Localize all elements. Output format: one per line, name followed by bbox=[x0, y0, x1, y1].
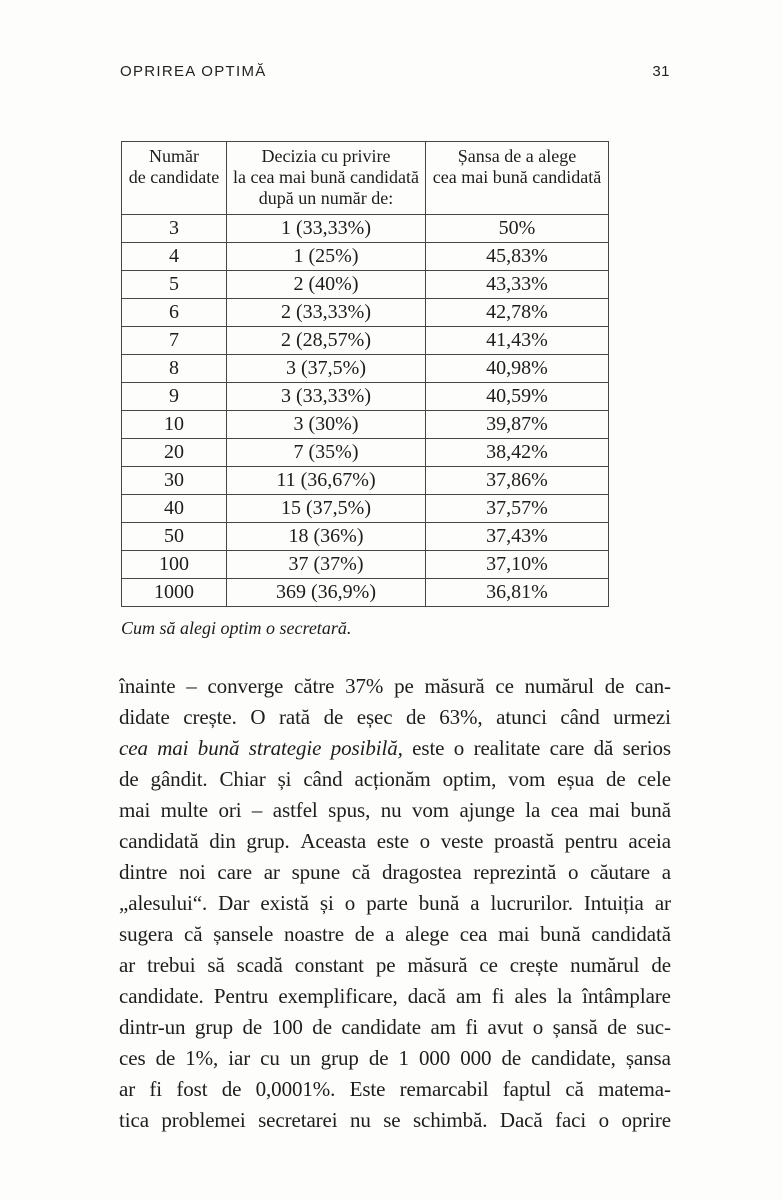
body-word: secretarei bbox=[258, 1108, 338, 1132]
body-text-line bbox=[119, 798, 671, 829]
cell-decision: 2 (33,33%) bbox=[227, 299, 426, 327]
table-row bbox=[122, 523, 609, 551]
body-word: bună bbox=[630, 798, 671, 822]
body-word: candidate bbox=[341, 1015, 421, 1039]
body-word: să bbox=[207, 953, 225, 977]
body-word: Pentru bbox=[213, 984, 269, 1008]
body-word: ce bbox=[479, 953, 498, 977]
cell-number-of-candidates: 40 bbox=[122, 495, 227, 523]
cell-chance: 40,59% bbox=[426, 383, 609, 411]
body-word: de bbox=[221, 1077, 242, 1101]
body-word: fi bbox=[491, 984, 505, 1008]
body-word: schimbă. bbox=[412, 1108, 488, 1132]
body-text-line bbox=[119, 1015, 671, 1046]
cell-number-of-candidates: 1000 bbox=[122, 579, 227, 607]
body-word: crește. bbox=[183, 705, 237, 729]
body-word: de bbox=[605, 767, 626, 791]
body-word: nu bbox=[380, 798, 402, 822]
body-word: iar bbox=[228, 1046, 251, 1070]
body-word: veste bbox=[440, 829, 484, 853]
body-word: se bbox=[383, 1108, 401, 1132]
body-word: converge bbox=[207, 674, 284, 698]
body-word: constant bbox=[294, 953, 364, 977]
cell-decision: 3 (37,5%) bbox=[227, 355, 426, 383]
body-word: grup bbox=[194, 1015, 234, 1039]
body-word: optim, bbox=[442, 767, 497, 791]
body-word: Intuiția bbox=[583, 891, 644, 915]
body-word: o bbox=[419, 829, 431, 853]
body-word: remarcabil bbox=[399, 1077, 489, 1101]
body-word: de bbox=[406, 705, 426, 729]
body-word: 63%, bbox=[439, 705, 483, 729]
body-word: este bbox=[412, 736, 445, 760]
body-word: grup bbox=[320, 1046, 359, 1070]
body-word: cu bbox=[260, 1046, 280, 1070]
body-word: grup. bbox=[246, 829, 290, 853]
body-word: ar bbox=[263, 860, 280, 884]
body-word: exemplificare, bbox=[278, 984, 398, 1008]
body-word: la bbox=[525, 798, 541, 822]
body-word: aceia bbox=[628, 829, 671, 853]
cell-number-of-candidates: 30 bbox=[122, 467, 227, 495]
body-word: șansa bbox=[625, 1046, 671, 1070]
body-text-line bbox=[119, 922, 671, 953]
column-header-line: Număr bbox=[149, 146, 199, 166]
body-word: de bbox=[368, 1046, 389, 1070]
body-word: și bbox=[319, 891, 334, 915]
body-word: dă bbox=[593, 736, 614, 760]
body-word: realitate bbox=[473, 736, 541, 760]
body-word: 000 bbox=[460, 1046, 492, 1070]
body-word: candidată bbox=[591, 922, 671, 946]
body-word: ar bbox=[654, 891, 671, 915]
column-header-chance bbox=[426, 142, 609, 215]
body-word: 1%, bbox=[185, 1046, 219, 1070]
table-row bbox=[122, 271, 609, 299]
body-text-line bbox=[119, 984, 671, 1015]
body-word: numărul bbox=[570, 953, 640, 977]
cell-decision: 11 (36,67%) bbox=[227, 467, 426, 495]
table-row bbox=[122, 439, 609, 467]
body-word: numărul bbox=[524, 674, 594, 698]
secretary-table bbox=[121, 141, 609, 607]
body-word: că bbox=[351, 860, 371, 884]
body-word: care bbox=[549, 736, 585, 760]
body-word: că bbox=[565, 1077, 584, 1101]
body-text-line bbox=[119, 860, 671, 891]
body-word: candidate, bbox=[531, 1046, 616, 1070]
body-word: din bbox=[209, 829, 236, 853]
body-word: – bbox=[186, 674, 197, 698]
body-word: fost bbox=[176, 1077, 208, 1101]
body-word: Dacă bbox=[499, 1108, 543, 1132]
body-word: de bbox=[607, 1015, 627, 1039]
body-word: de bbox=[604, 674, 625, 698]
body-word: ce bbox=[495, 674, 514, 698]
body-word: gândit. bbox=[150, 767, 208, 791]
table-row bbox=[122, 411, 609, 439]
cell-decision: 2 (40%) bbox=[227, 271, 426, 299]
body-word: șansă bbox=[552, 1015, 598, 1039]
body-word: eșec bbox=[356, 705, 393, 729]
body-word: tica bbox=[119, 1108, 149, 1132]
body-word: suc- bbox=[636, 1015, 671, 1039]
column-header-line: Decizia cu privire bbox=[261, 146, 391, 166]
body-word: can- bbox=[635, 674, 671, 698]
body-word: reprezintă bbox=[473, 860, 557, 884]
body-word-italic: mai bbox=[157, 736, 189, 760]
body-word: urmezi bbox=[613, 705, 671, 729]
cell-decision: 18 (36%) bbox=[227, 523, 426, 551]
body-word: noastre bbox=[283, 922, 344, 946]
cell-chance: 36,81% bbox=[426, 579, 609, 607]
body-word: pentru bbox=[564, 829, 618, 853]
cell-number-of-candidates: 10 bbox=[122, 411, 227, 439]
body-word: șansele bbox=[213, 922, 274, 946]
body-word-italic: cea bbox=[119, 736, 148, 760]
cell-number-of-candidates: 50 bbox=[122, 523, 227, 551]
body-word: oprire bbox=[621, 1108, 671, 1132]
body-word: care bbox=[217, 860, 252, 884]
body-text-line bbox=[119, 1077, 671, 1108]
body-word: crește bbox=[509, 953, 559, 977]
body-word: este bbox=[376, 829, 409, 853]
body-word: mai bbox=[498, 922, 530, 946]
body-word: de bbox=[312, 1015, 332, 1039]
body-word: problemei bbox=[161, 1108, 246, 1132]
column-header-line: Șansa de a alege bbox=[457, 146, 577, 166]
body-word: cele bbox=[637, 767, 671, 791]
body-word: dintr-un bbox=[119, 1015, 186, 1039]
body-word: 100 bbox=[271, 1015, 303, 1039]
body-word: proastă bbox=[494, 829, 554, 853]
body-word: de bbox=[242, 1015, 263, 1039]
body-word: sugera bbox=[119, 922, 174, 946]
cell-number-of-candidates: 8 bbox=[122, 355, 227, 383]
column-header-line: la cea mai bună candidată bbox=[233, 167, 419, 187]
body-word: Este bbox=[349, 1077, 386, 1101]
body-word: candidate. bbox=[119, 984, 204, 1008]
body-word: 0,0001%. bbox=[255, 1077, 336, 1101]
body-word: întâmplare bbox=[582, 984, 671, 1008]
body-word: de bbox=[651, 953, 671, 977]
body-word: 37% bbox=[345, 674, 384, 698]
cell-decision: 3 (30%) bbox=[227, 411, 426, 439]
body-word: candidată bbox=[119, 829, 199, 853]
page-header bbox=[120, 63, 670, 80]
table-row bbox=[122, 551, 609, 579]
body-word: o bbox=[598, 1108, 609, 1132]
cell-chance: 43,33% bbox=[426, 271, 609, 299]
body-word: matema- bbox=[598, 1077, 671, 1101]
body-word: către bbox=[294, 674, 335, 698]
page-number: 31 bbox=[652, 63, 670, 80]
body-word: trebui bbox=[147, 953, 196, 977]
body-word: avut bbox=[487, 1015, 524, 1039]
cell-number-of-candidates: 6 bbox=[122, 299, 227, 327]
body-word: cea bbox=[550, 798, 579, 822]
body-word-italic: strategie bbox=[248, 736, 322, 760]
body-word: pe bbox=[394, 674, 414, 698]
table-row bbox=[122, 579, 609, 607]
column-header-line: de candidate bbox=[128, 167, 220, 187]
body-word: bună bbox=[540, 922, 581, 946]
body-word: când bbox=[303, 767, 343, 791]
table-body bbox=[122, 215, 609, 607]
cell-decision: 37 (37%) bbox=[227, 551, 426, 579]
body-word: – bbox=[251, 798, 263, 822]
body-word-italic: bună bbox=[197, 736, 240, 760]
body-word: fi bbox=[149, 1077, 163, 1101]
cell-chance: 50% bbox=[426, 215, 609, 243]
body-word: cea bbox=[459, 922, 488, 946]
cell-decision: 7 (35%) bbox=[227, 439, 426, 467]
table-row bbox=[122, 299, 609, 327]
body-word: de bbox=[323, 705, 344, 729]
body-word: fi bbox=[465, 1015, 479, 1039]
body-word: scadă bbox=[236, 953, 283, 977]
body-word: ajunge bbox=[459, 798, 515, 822]
body-word: de bbox=[354, 922, 375, 946]
body-word: dragostea bbox=[381, 860, 462, 884]
body-word: am bbox=[456, 984, 482, 1008]
body-text-line bbox=[119, 736, 671, 767]
body-word: de bbox=[119, 767, 139, 791]
body-word: vom bbox=[411, 798, 449, 822]
body-word: de bbox=[155, 1046, 176, 1070]
body-word: măsură bbox=[424, 674, 485, 698]
column-header-number-of-candidates bbox=[122, 142, 227, 215]
body-word: la bbox=[556, 984, 572, 1008]
cell-number-of-candidates: 7 bbox=[122, 327, 227, 355]
body-word: am bbox=[430, 1015, 456, 1039]
body-word: căutare bbox=[590, 860, 651, 884]
body-word: înainte bbox=[119, 674, 176, 698]
body-word: că bbox=[184, 922, 203, 946]
cell-decision: 1 (25%) bbox=[227, 243, 426, 271]
body-word: de bbox=[501, 1046, 522, 1070]
table-row bbox=[122, 355, 609, 383]
body-word: a bbox=[470, 891, 480, 915]
body-text-line bbox=[119, 953, 671, 984]
column-header-decision bbox=[227, 142, 426, 215]
body-word: o bbox=[532, 1015, 544, 1039]
body-word: spune bbox=[291, 860, 341, 884]
table-caption: Cum să alegi optim o secretară. bbox=[121, 618, 352, 638]
column-header-line: cea mai bună candidată bbox=[432, 167, 602, 187]
body-word: a bbox=[385, 922, 395, 946]
body-word: astfel bbox=[272, 798, 318, 822]
body-word: parte bbox=[366, 891, 408, 915]
cell-chance: 37,57% bbox=[426, 495, 609, 523]
body-word: faci bbox=[555, 1108, 587, 1132]
body-word: o bbox=[344, 891, 356, 915]
body-word: „alesului“. bbox=[119, 891, 208, 915]
cell-chance: 41,43% bbox=[426, 327, 609, 355]
cell-chance: 38,42% bbox=[426, 439, 609, 467]
body-text-line bbox=[119, 767, 671, 798]
table-row bbox=[122, 383, 609, 411]
body-word: Chiar bbox=[219, 767, 266, 791]
body-text-line bbox=[119, 1046, 671, 1077]
table-row bbox=[122, 327, 609, 355]
body-word: un bbox=[289, 1046, 311, 1070]
table-row bbox=[122, 467, 609, 495]
body-word: vom bbox=[508, 767, 546, 791]
cell-chance: 37,86% bbox=[426, 467, 609, 495]
cell-chance: 42,78% bbox=[426, 299, 609, 327]
body-word: dintre bbox=[119, 860, 168, 884]
body-word: eșua bbox=[557, 767, 595, 791]
body-word: mai bbox=[119, 798, 151, 822]
cell-decision: 3 (33,33%) bbox=[227, 383, 426, 411]
body-word: o bbox=[453, 736, 465, 760]
body-word: rată bbox=[278, 705, 311, 729]
body-word: și bbox=[277, 767, 292, 791]
cell-number-of-candidates: 3 bbox=[122, 215, 227, 243]
body-word: atunci bbox=[496, 705, 547, 729]
body-text bbox=[119, 674, 671, 1139]
table-header-row bbox=[122, 142, 609, 215]
body-word: măsură bbox=[407, 953, 468, 977]
body-word: lucrurilor. bbox=[490, 891, 573, 915]
cell-chance: 37,10% bbox=[426, 551, 609, 579]
body-word: pe bbox=[375, 953, 396, 977]
cell-chance: 40,98% bbox=[426, 355, 609, 383]
body-word: didate bbox=[119, 705, 170, 729]
cell-number-of-candidates: 5 bbox=[122, 271, 227, 299]
body-word: ar bbox=[119, 1077, 136, 1101]
body-word: ces bbox=[119, 1046, 146, 1070]
body-word: spus, bbox=[328, 798, 371, 822]
body-word-italic: posibilă, bbox=[330, 736, 403, 760]
body-word: există bbox=[260, 891, 309, 915]
running-header-title: OPRIREA OPTIMĂ bbox=[120, 63, 267, 80]
table-row bbox=[122, 495, 609, 523]
cell-chance: 45,83% bbox=[426, 243, 609, 271]
body-text-line bbox=[119, 829, 671, 860]
body-word: nu bbox=[349, 1108, 371, 1132]
body-word: multe bbox=[160, 798, 208, 822]
body-word: noi bbox=[179, 860, 206, 884]
cell-number-of-candidates: 100 bbox=[122, 551, 227, 579]
column-header-line: după un număr de: bbox=[258, 188, 394, 208]
cell-chance: 37,43% bbox=[426, 523, 609, 551]
body-word: a bbox=[661, 860, 671, 884]
cell-decision: 1 (33,33%) bbox=[227, 215, 426, 243]
cell-decision: 15 (37,5%) bbox=[227, 495, 426, 523]
body-word: dacă bbox=[407, 984, 446, 1008]
cell-chance: 39,87% bbox=[426, 411, 609, 439]
body-word: acționăm bbox=[354, 767, 431, 791]
body-word: o bbox=[567, 860, 579, 884]
body-word: mai bbox=[588, 798, 621, 822]
cell-number-of-candidates: 20 bbox=[122, 439, 227, 467]
body-word: faptul bbox=[502, 1077, 552, 1101]
cell-decision: 2 (28,57%) bbox=[227, 327, 426, 355]
body-word: ori bbox=[218, 798, 242, 822]
body-word: 000 bbox=[418, 1046, 451, 1070]
table-row bbox=[122, 243, 609, 271]
body-word: bună bbox=[418, 891, 460, 915]
body-text-line bbox=[119, 891, 671, 922]
body-word: serios bbox=[622, 736, 671, 760]
body-text-line bbox=[119, 705, 671, 736]
body-word: Aceasta bbox=[300, 829, 367, 853]
body-word: Dar bbox=[218, 891, 250, 915]
body-word: ales bbox=[514, 984, 547, 1008]
body-word: ar bbox=[119, 953, 136, 977]
cell-number-of-candidates: 4 bbox=[122, 243, 227, 271]
body-word: alege bbox=[405, 922, 449, 946]
body-text-line bbox=[119, 1108, 671, 1139]
body-word: 1 bbox=[398, 1046, 409, 1070]
body-text-line bbox=[119, 674, 671, 705]
body-word: când bbox=[560, 705, 600, 729]
cell-number-of-candidates: 9 bbox=[122, 383, 227, 411]
table-row bbox=[122, 215, 609, 243]
body-word: O bbox=[250, 705, 266, 729]
cell-decision: 369 (36,9%) bbox=[227, 579, 426, 607]
